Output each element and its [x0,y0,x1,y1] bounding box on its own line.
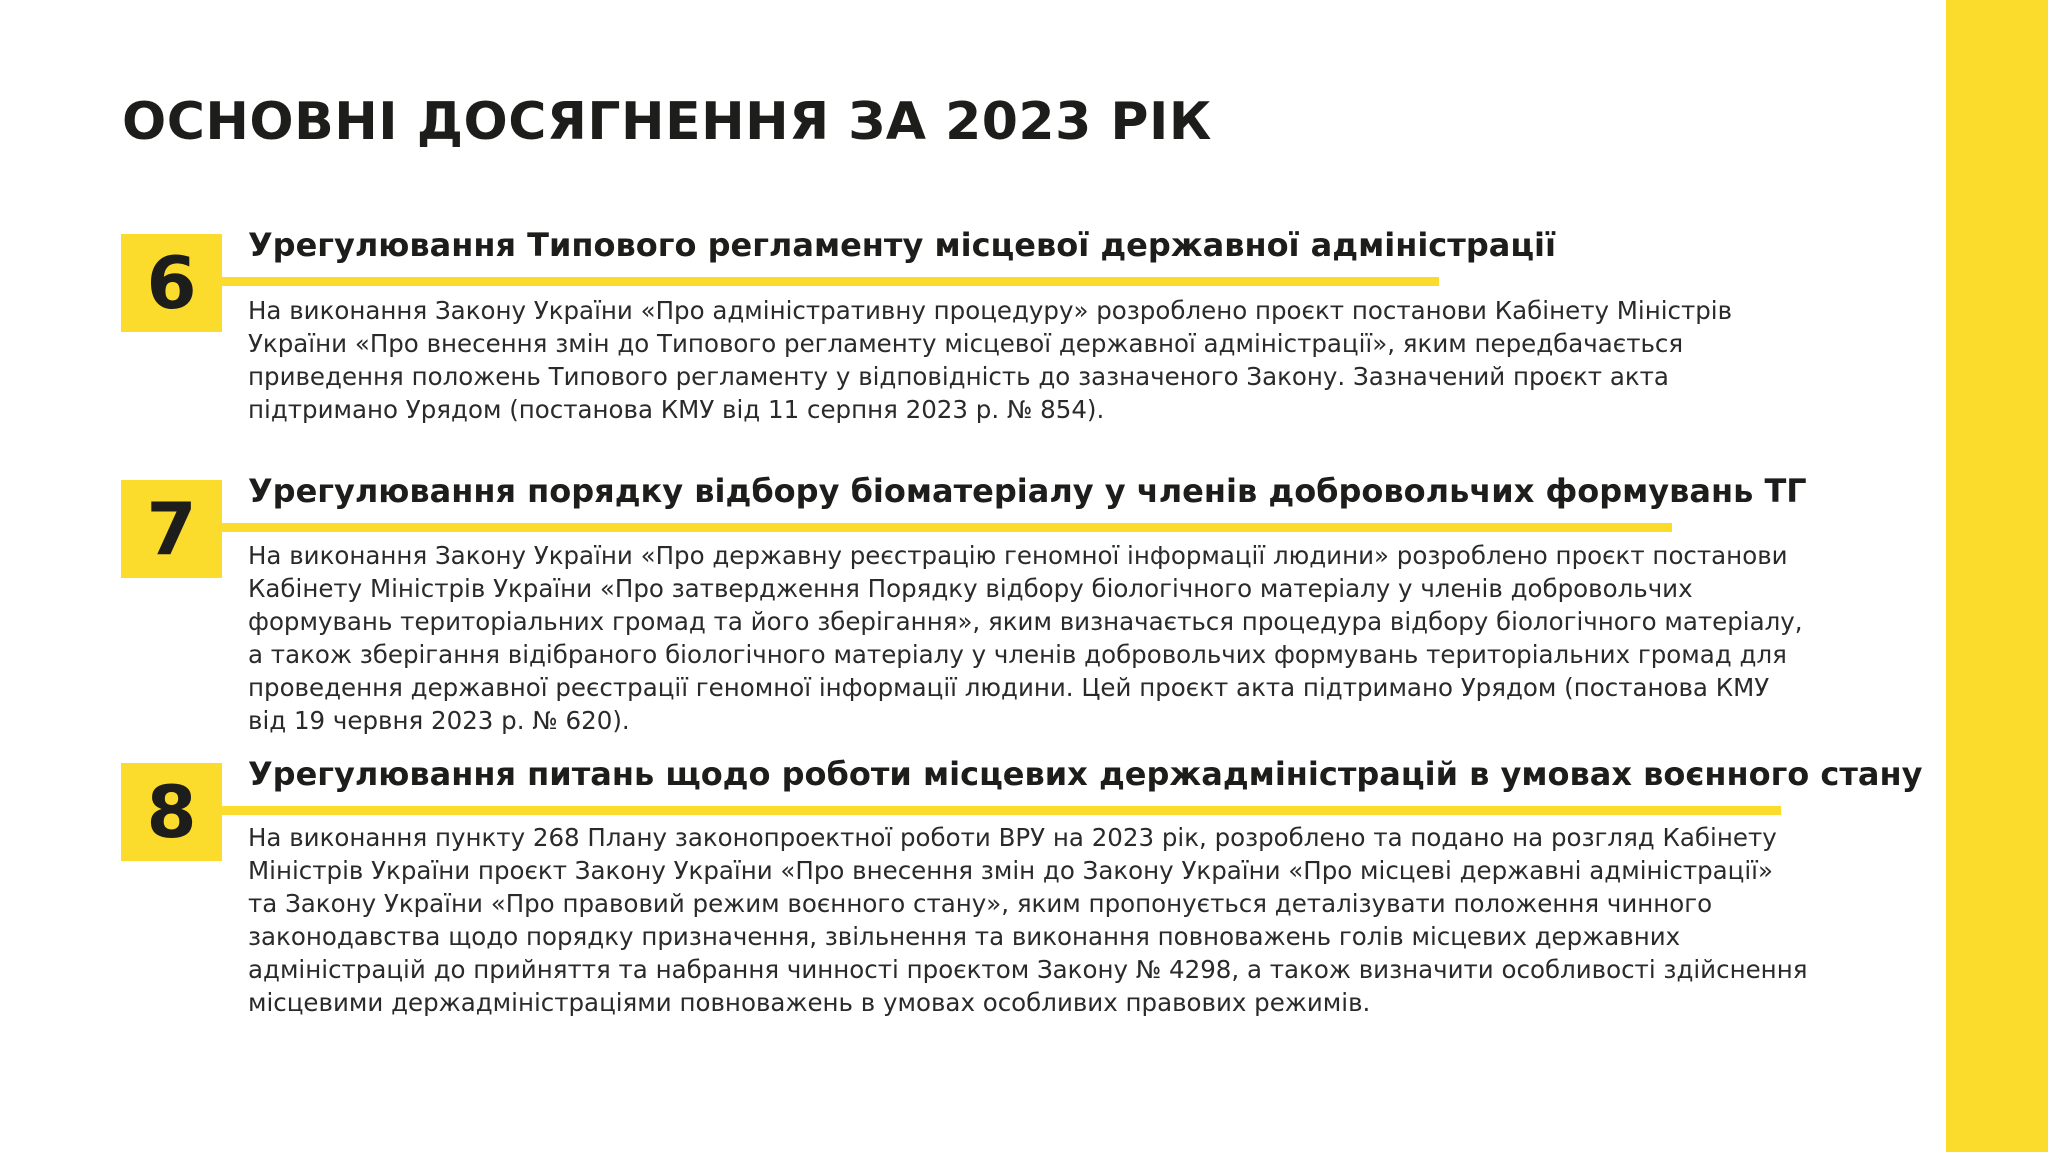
item-description: На виконання Закону України «Про адміністративну процедуру» розроблено проєкт постанови Кабінету Міністрів України «Про внесення змін до Типового регламенту місцевої державної адміністрації», яким передбачається приведення положень Типового регламенту у відповідність до зазначеного Закону. Зазначений проєкт акта підтримано Урядом (постанова КМУ від 11 серпня 2023 р. № 854). [248,296,1733,424]
title-underline [222,523,1672,532]
item-title: Урегулювання питань щодо роботи місцевих держадміністрацій в умовах воєнного стану [248,755,1923,793]
title-underline [222,806,1781,815]
item-description: На виконання Закону України «Про державну реєстрацію геномної інформації людини» розроблено проєкт постанови Кабінету Міністрів України «Про затвердження Порядку відбору біологічного матеріалу у членів добровольчих формувань територіальних громад та його зберігання», яким визначається процедура відбору біологічного матеріалу, а також зберігання відібраного біологічного матеріалу у членів добровольчих формувань територіальних громад для проведення державної реєстрації геномної інформації людини. Цей проєкт акта підтримано Урядом (постанова КМУ від 19 червня 2023 р. № 620). [248,541,1803,735]
item-number-badge: 6 [121,234,222,332]
side-accent-bar [1946,0,2048,1152]
item-title: Урегулювання Типового регламенту місцевої державної адміністрації [248,226,1556,264]
item-number-badge: 7 [121,480,222,578]
item-description: На виконання пункту 268 Плану законопроектної роботи ВРУ на 2023 рік, розроблено та подано на розгляд Кабінету Міністрів України проєкт Закону України «Про внесення змін до Закону України «Про місцеві державні адміністрації» та Закону України «Про правовий режим воєнного стану», яким пропонується деталізувати положення чинного законодавства щодо порядку призначення, звільнення та виконання повноважень голів місцевих державних адміністрацій до прийняття та набрання чинності проєктом Закону № 4298, а також визначити особливості здійснення місцевими держадміністраціями повноважень в умовах особливих правових режимів. [248,823,1808,1017]
title-underline [222,277,1439,286]
page-title: ОСНОВНІ ДОСЯГНЕННЯ ЗА 2023 РІК [122,92,1212,152]
item-number-badge: 8 [121,763,222,861]
item-title: Урегулювання порядку відбору біоматеріалу у членів добровольчих формувань ТГ [248,472,1807,510]
